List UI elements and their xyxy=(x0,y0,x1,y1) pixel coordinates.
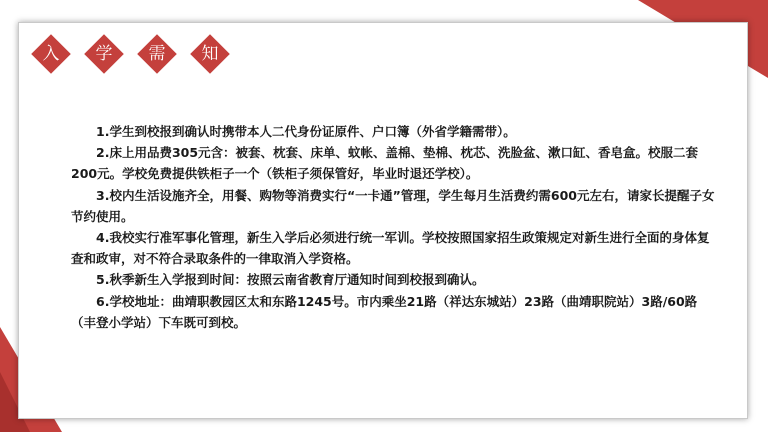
title-diamond xyxy=(137,34,177,74)
page-title xyxy=(31,34,243,74)
title-char: 学 xyxy=(95,44,113,64)
title-diamond xyxy=(84,34,124,74)
title-char: 入 xyxy=(42,44,60,64)
title-diamond xyxy=(190,34,230,74)
title-char: 需 xyxy=(148,44,166,64)
title-char: 知 xyxy=(201,44,219,64)
title-diamond xyxy=(31,34,71,74)
notice-body xyxy=(71,121,721,333)
slide-card xyxy=(18,22,748,419)
notice-item-campus-card: 3.校内生活设施齐全，用餐、购物等消费实行“一卡通”管理，学生每月生活费约需600元左右，请家长提醒子女节约使用。 xyxy=(71,187,715,224)
notice-item-school-address: 6.学校地址：曲靖职教园区太和东路1245号。市内乘坐21路（祥达东城站）23路（曲靖职院站）3路/60路（丰登小学站）下车既可到校。 xyxy=(71,293,698,330)
notice-item-military-training: 4.我校实行准军事化管理，新生入学后必须进行统一军训。学校按照国家招生政策规定对新生进行全面的身体复查和政审，对不符合录取条件的一律取消入学资格。 xyxy=(71,230,710,267)
notice-item-registration-time: 5.秋季新生入学报到时间：按照云南省教育厅通知时间到校报到确认。 xyxy=(96,272,485,288)
notice-item-bedding-fees: 2.床上用品费305元含：被套、枕套、床单、蚊帐、盖棉、垫棉、枕芯、洗脸盆、漱口缸、香皂盒。校服二套200元。学校免费提供铁柜子一个（铁柜子须保管好，毕业时退还学校）。 xyxy=(71,145,699,182)
notice-item-id-documents: 1.学生到校报到确认时携带本人二代身份证原件、户口簿（外省学籍需带）。 xyxy=(96,124,516,139)
